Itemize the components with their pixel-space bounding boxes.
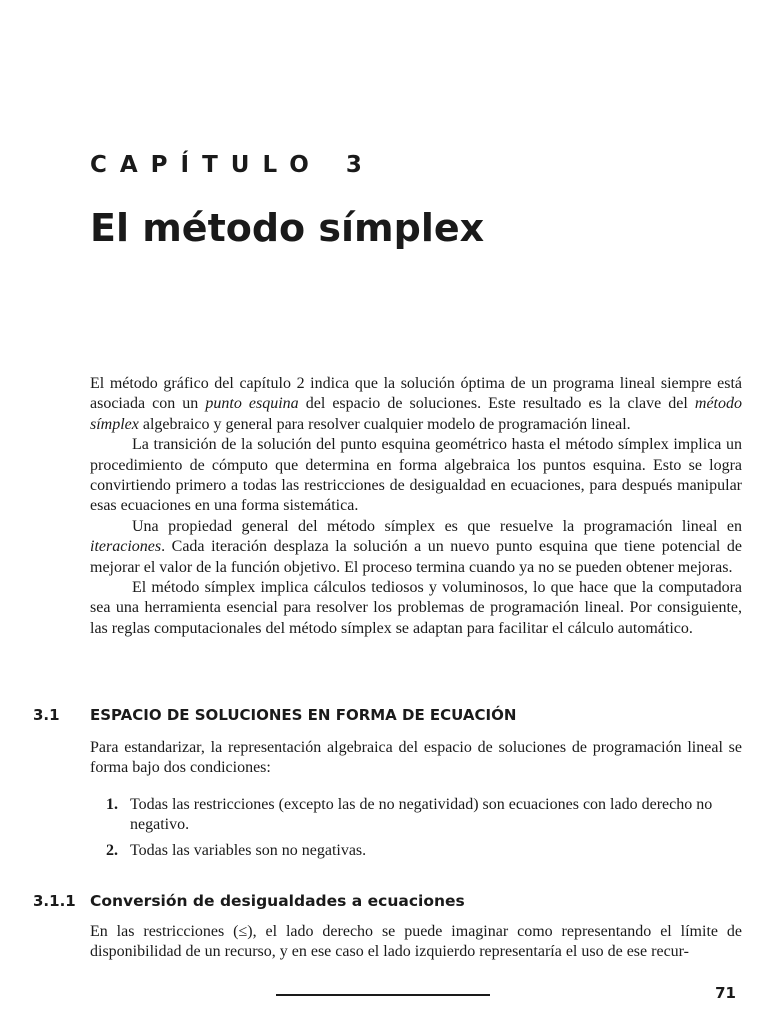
intro-p1-text-c: algebraico y general para resolver cualquier modelo de programación lineal. — [138, 415, 631, 433]
list-item — [106, 795, 742, 836]
intro-paragraph-2: La transición de la solución del punto esquina geométrico hasta el método símplex implica un procedimiento de cómputo que determina en forma algebraica los puntos esquina. Esto se logra convirtiendo primero a todas las restricciones de desigualdad en ecuaciones, para después manipular esas ecuaciones en una forma sistemática. — [90, 436, 742, 515]
chapter-word: CAPÍTULO — [90, 152, 322, 178]
intro-p1-text-a: El método gráfico del capítulo 2 indica que la solución óptima de un programa lineal siempre está asociada con un — [90, 375, 742, 413]
section-3-1-paragraph: Para estandarizar, la representación algebraica del espacio de soluciones de programación lineal se forma bajo dos condiciones: — [90, 739, 742, 777]
intro-p3-text-b: . Cada iteración desplaza la solución a un nuevo punto esquina que tiene potencial de mejorar el valor de la función objetivo. El proceso termina cuando ya no se pueden obtener mejoras. — [90, 538, 742, 576]
section-3-1-1-paragraph: En las restricciones (≤), el lado derecho se puede imaginar como representando el límite de disponibilidad de un recurso, y en ese caso el lado izquierdo representaría el uso de ese recur- — [90, 923, 742, 961]
page-number: 71 — [715, 984, 736, 1002]
list-item-text: Todas las restricciones (excepto las de no negatividad) son ecuaciones con lado derecho no negativo. — [130, 796, 713, 834]
intro-paragraph-4: El método símplex implica cálculos tediosos y voluminosos, lo que hace que la computadora sea una herramienta esencial para resolver los problemas de programación lineal. Por consiguiente, las reglas computacionales del método símplex se adaptan para facilitar el cálculo automático. — [90, 579, 742, 637]
list-item-text: Todas las variables son no negativas. — [130, 841, 367, 859]
chapter-number: 3 — [345, 152, 375, 178]
intro-text — [90, 374, 742, 639]
intro-p3-text-a: Una propiedad general del método símplex es que resuelve la programación lineal en — [132, 517, 742, 535]
section-3-1-1-title: Conversión de desigualdades a ecuaciones — [90, 892, 465, 910]
footer-rule — [276, 994, 490, 996]
chapter-title: El método símplex — [90, 206, 485, 250]
section-3-1-title: ESPACIO DE SOLUCIONES EN FORMA DE ECUACIÓN — [90, 706, 517, 724]
section-3-1-1-text — [90, 922, 742, 963]
term-metodo-simplex: método símplex — [90, 395, 742, 433]
section-3-1-text — [90, 738, 742, 779]
list-item — [106, 841, 742, 861]
term-iteraciones: iteraciones — [90, 538, 162, 556]
list-item-number: 2. — [106, 841, 118, 859]
section-3-1-number: 3.1 — [33, 706, 60, 724]
conditions-list — [106, 795, 742, 866]
intro-paragraph-1 — [90, 374, 742, 435]
chapter-label — [90, 152, 375, 178]
term-punto-esquina: punto esquina — [205, 395, 299, 413]
intro-p1-text-b: del espacio de soluciones. Este resultado es la clave del — [298, 395, 695, 413]
list-item-number: 1. — [106, 796, 118, 813]
section-3-1-1-number: 3.1.1 — [33, 892, 76, 910]
intro-paragraph-3 — [90, 517, 742, 578]
